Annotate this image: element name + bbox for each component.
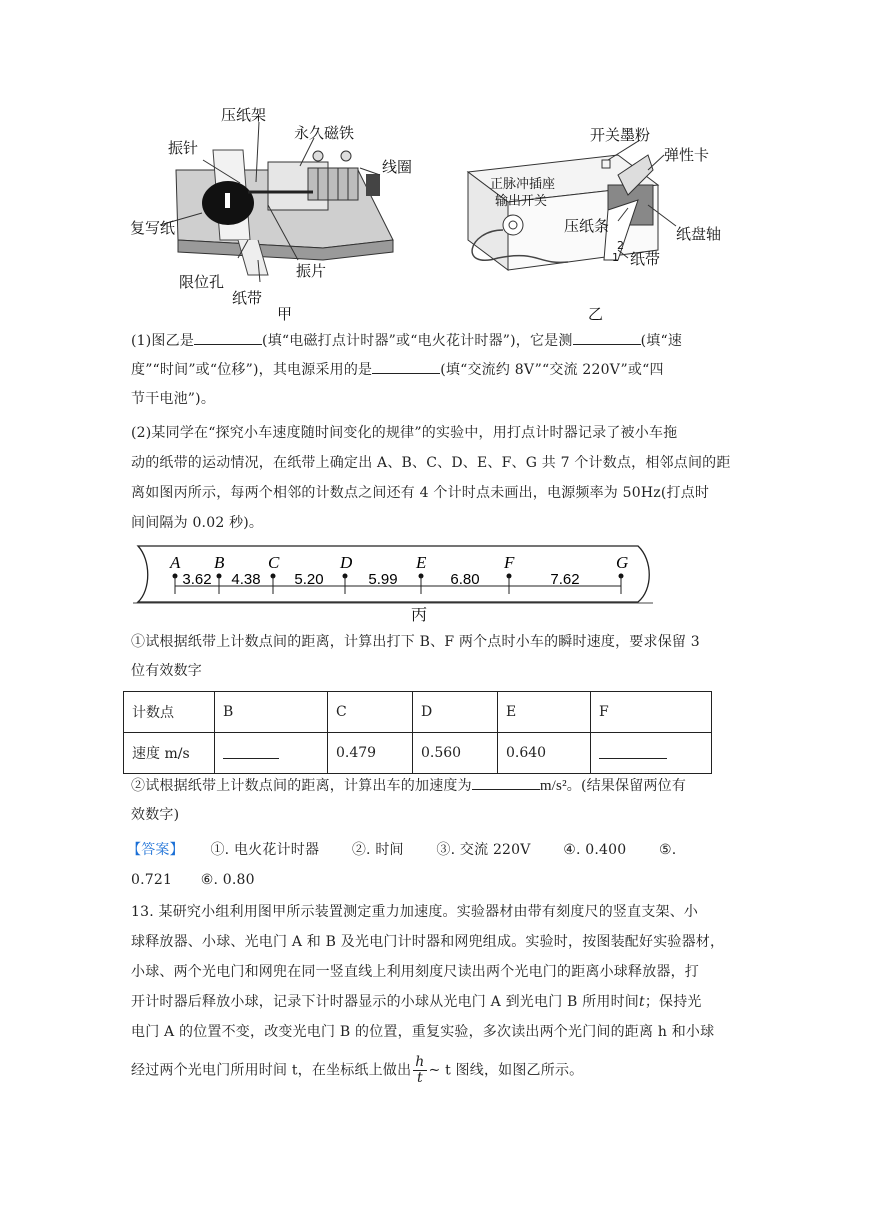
caption-bing: 丙 <box>411 605 428 624</box>
table-header-row <box>124 692 712 733</box>
label-press-frame: 压纸架 <box>221 106 267 124</box>
table-cell: 速度 m/s <box>124 733 215 774</box>
table-row <box>124 733 712 774</box>
label-vibrating-needle: 振针 <box>168 139 199 157</box>
table-cell: D <box>413 692 498 733</box>
table-cell: B <box>215 692 328 733</box>
question-1 <box>131 327 741 414</box>
answer-item: ③. 交流 220V <box>436 842 531 858</box>
label-num-1: 1 <box>612 251 619 264</box>
label-disk-axle: 纸盘轴 <box>676 225 722 243</box>
paper-tape-figure <box>133 540 653 625</box>
blank-3[interactable] <box>372 359 440 374</box>
tape-point-label: B <box>214 553 225 572</box>
sub1-text: 位有效数字 <box>131 663 202 679</box>
q13-text: ~ t 图线，如图乙所示。 <box>428 1062 584 1079</box>
q13-text: 电门 A 的位置不变，改变光电门 B 的位置，重复实验，多次读出两个光门间的距离 h 和小球 <box>131 1024 715 1040</box>
label-pulse-socket: 正脉冲插座 <box>490 177 556 192</box>
label-coil: 线圈 <box>382 158 413 176</box>
q2-text: 间间隔为 0.02 秒)。 <box>131 515 264 531</box>
q1-text: (1)图乙是 <box>131 333 195 349</box>
q2-text: 离如图丙所示，每两个相邻的计数点之间还有 4 个计时点未画出，电源频率为 50Hz(打点时 <box>131 485 710 501</box>
tape-point-label: F <box>504 553 515 572</box>
sub2-text: 效数字) <box>131 807 180 823</box>
label-tape-jia: 纸带 <box>232 289 263 307</box>
tape-distance-label: 5.20 <box>294 571 324 588</box>
label-carbon-paper: 复写纸 <box>130 219 176 237</box>
answer-item: ①. 电火花计时器 <box>210 842 320 858</box>
answer-block <box>127 835 741 895</box>
table-cell: C <box>328 692 413 733</box>
tape-point-label: A <box>170 553 181 572</box>
q13-text: 经过两个光电门所用时间 t，在坐标纸上做出 <box>131 1062 412 1079</box>
blank-2[interactable] <box>573 330 641 345</box>
label-tape-yi: 纸带 <box>630 250 661 268</box>
label-output-switch: 输出开关 <box>495 194 548 209</box>
question-2 <box>131 418 741 538</box>
apparatus-figure <box>118 100 733 323</box>
q13-text: ；保持光 <box>644 994 702 1010</box>
q13-text: 小球、两个光电门和网兜在同一竖直线上利用刻度尺读出两个光电门的距离小球释放器，打 <box>131 964 699 980</box>
table-cell-blank-f[interactable] <box>591 733 712 774</box>
answer-item: ④. 0.400 <box>563 842 627 858</box>
sub2-text: 。(结果保留两位有 <box>566 778 687 794</box>
label-limit-hole: 限位孔 <box>179 273 225 291</box>
answer-tag: 【答案】 <box>127 842 184 858</box>
paper-tape-drawing <box>133 540 653 625</box>
table-cell-blank-b[interactable] <box>215 733 328 774</box>
label-num-2: 2 <box>617 239 624 252</box>
table-cell: 0.479 <box>328 733 413 774</box>
label-spring-clip: 弹性卡 <box>664 146 710 164</box>
table-cell: E <box>498 692 591 733</box>
tape-point-label: C <box>268 553 280 572</box>
variable-t: t <box>639 994 645 1010</box>
blank-1[interactable] <box>194 330 262 345</box>
label-press-strip: 压纸条 <box>564 217 610 235</box>
unit-acceleration: m/s² <box>539 778 567 794</box>
blank-acceleration[interactable] <box>472 775 540 790</box>
q1-text: (填“交流约 8V”“交流 220V”或“四 <box>440 362 664 378</box>
sub-question-1 <box>131 628 741 686</box>
sub-question-2 <box>131 772 741 830</box>
tape-distance-label: 5.99 <box>368 571 398 588</box>
table-cell: F <box>591 692 712 733</box>
answer-item: ⑤. <box>659 842 677 858</box>
label-permanent-magnet: 永久磁铁 <box>294 124 355 142</box>
tape-point-label: E <box>416 553 427 572</box>
q13-text: 开计时器后释放小球，记录下计时器显示的小球从光电门 A 到光电门 B 所用时间 <box>131 994 639 1010</box>
caption-jia: 甲 <box>277 305 293 323</box>
answer-item: ⑥. 0.80 <box>200 872 255 888</box>
tape-distance-label: 4.38 <box>231 571 261 588</box>
q1-text: 度”“时间”或“位移”)，其电源采用的是 <box>131 362 373 378</box>
tape-point-label: D <box>340 553 353 572</box>
q2-text: (2)某同学在“探究小车速度随时间变化的规律”的实验中，用打点计时器记录了被小车拖 <box>131 425 678 441</box>
table-cell: 0.560 <box>413 733 498 774</box>
fraction-h-over-t: $\frac{h}{t}$ <box>415 1054 425 1086</box>
answer-item: ②. 时间 <box>351 842 404 858</box>
label-switch-powder: 开关墨粉 <box>590 126 651 144</box>
q1-text: 节干电池”)。 <box>131 391 216 407</box>
q13-text: 球释放器、小球、光电门 A 和 B 及光电门计时器和网兜组成。实验时，按图装配好实验器材， <box>131 934 725 950</box>
table-cell: 计数点 <box>124 692 215 733</box>
tape-distance-label: 7.62 <box>550 571 580 588</box>
tape-distance-label: 6.80 <box>450 571 480 588</box>
q1-text: (填“速 <box>640 333 683 349</box>
q1-text: (填“电磁打点计时器”或“电火花计时器”)，它是测 <box>262 333 573 349</box>
sub1-text: ①试根据纸带上计数点间的距离，计算出打下 B、F 两个点时小车的瞬时速度，要求保留 3 <box>131 634 700 650</box>
q13-text: 13. 某研究小组利用图甲所示装置测定重力加速度。实验器材由带有刻度尺的竖直支架、小 <box>131 904 699 920</box>
label-vibrator: 振片 <box>296 262 327 280</box>
tape-point-label: G <box>616 553 629 572</box>
q2-text: 动的纸带的运动情况，在纸带上确定出 A、B、C、D、E、F、G 共 7 个计数点，相邻点间的距 <box>131 455 731 471</box>
tape-distance-label: 3.62 <box>182 571 212 588</box>
velocity-table <box>123 691 712 774</box>
sub2-text: ②试根据纸带上计数点间的距离，计算出车的加速度为 <box>131 778 472 794</box>
question-13 <box>131 897 741 1086</box>
answer-item: 0.721 <box>131 872 173 888</box>
caption-yi: 乙 <box>588 305 604 323</box>
table-cell: 0.640 <box>498 733 591 774</box>
